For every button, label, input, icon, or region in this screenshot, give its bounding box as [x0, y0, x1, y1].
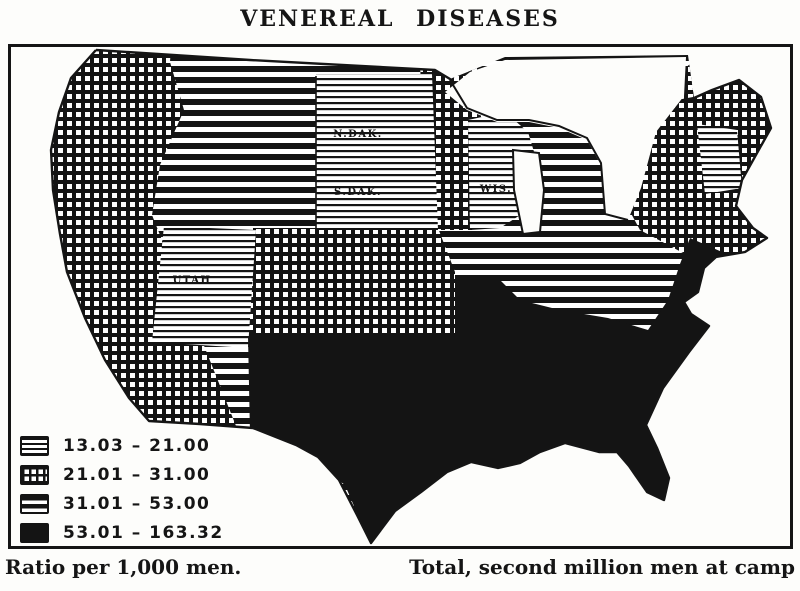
- legend-swatch-fine-stripes: [20, 436, 49, 456]
- legend-item: [20, 463, 250, 487]
- legend-item: [20, 492, 250, 516]
- state-label-n-dak: N.DAK.: [333, 129, 383, 140]
- state-label-s-dak: S.DAK.: [334, 187, 382, 198]
- state-label-wis: WIS.: [479, 184, 513, 195]
- map-legend: [20, 434, 250, 550]
- legend-range-label: 21.01 – 31.00: [63, 465, 211, 485]
- legend-range-label: 13.03 – 21.00: [63, 436, 211, 456]
- caption-right: Total, second million men at camp: [409, 555, 795, 579]
- legend-item: [20, 521, 250, 545]
- legend-item: [20, 434, 250, 458]
- legend-swatch-solid-black: [20, 523, 49, 543]
- state-label-utah: UTAH: [172, 275, 212, 286]
- legend-swatch-wide-stripes: [20, 494, 49, 514]
- region-crosshatch-central-plains: [253, 228, 455, 338]
- page-title: VENEREAL DISEASES: [240, 6, 560, 32]
- legend-range-label: 31.01 – 53.00: [63, 494, 211, 514]
- region-fine-stripes-dakotas: [316, 74, 438, 230]
- caption-left: Ratio per 1,000 men.: [5, 555, 242, 579]
- bottom-captions: [5, 555, 795, 579]
- legend-range-label: 53.01 – 163.32: [63, 523, 224, 543]
- legend-swatch-crosshatch: [20, 465, 49, 485]
- region-fine-stripes-utah: [152, 226, 256, 348]
